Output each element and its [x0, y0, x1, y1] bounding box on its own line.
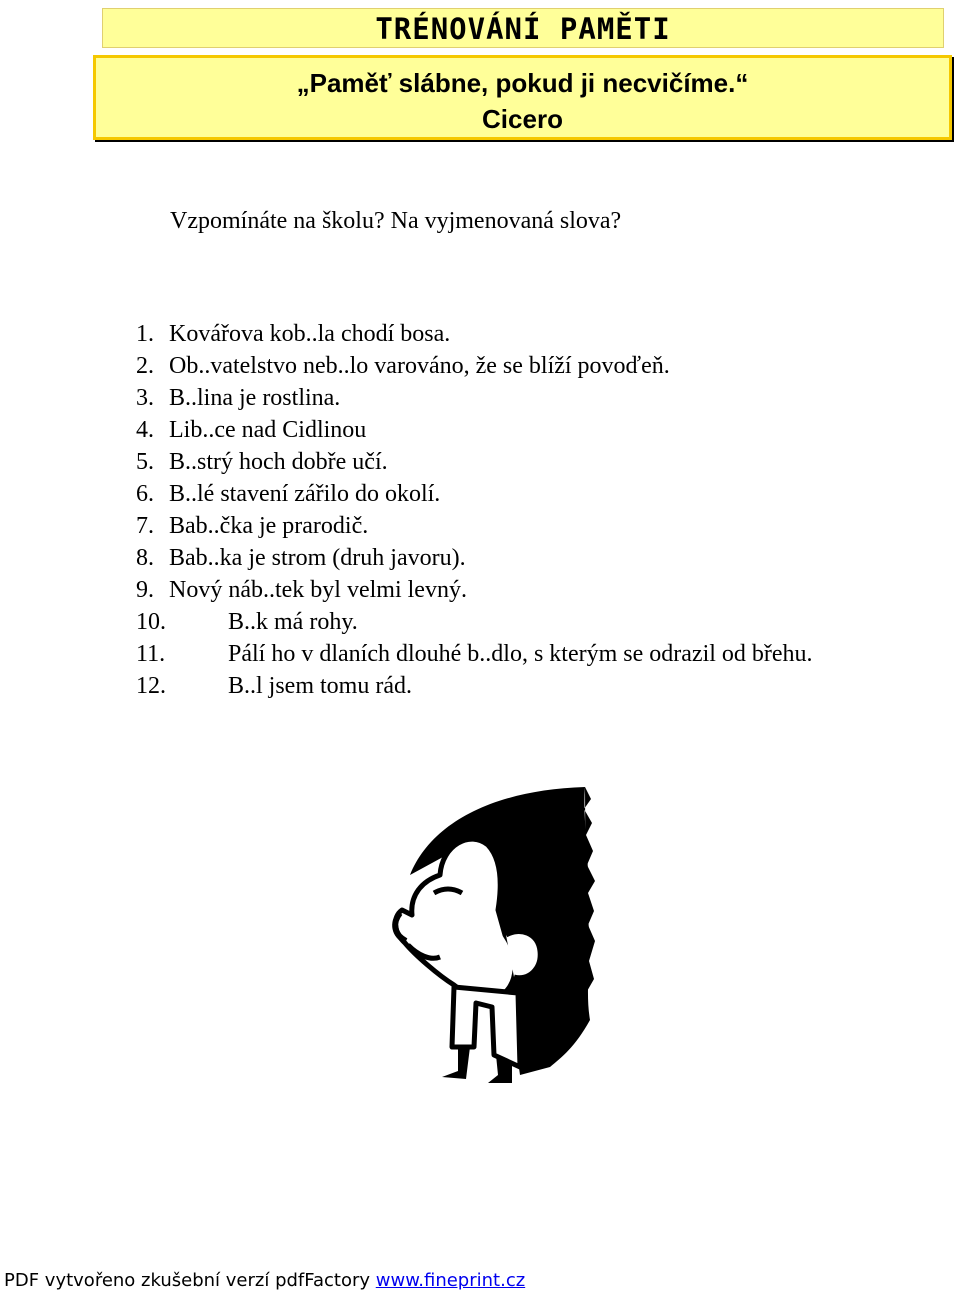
item-number: 5.: [136, 449, 154, 475]
quote-text: „Paměť slábne, pokud ji necvičíme.“: [296, 68, 749, 98]
item-text: Pálí ho v dlaních dlouhé b..dlo, s kterým se odrazil od břehu.: [228, 641, 813, 667]
item-number: 2.: [136, 353, 154, 379]
item-text: Nový náb..tek byl velmi levný.: [169, 577, 467, 603]
list-item: [136, 350, 813, 382]
item-number: 9.: [136, 577, 154, 603]
list-item: [136, 510, 813, 542]
item-text: B..k má rohy.: [228, 609, 358, 635]
item-text: Ob..vatelstvo neb..lo varováno, že se blíží povoďeň.: [169, 353, 670, 379]
list-item: [136, 574, 813, 606]
item-text: B..lina je rostlina.: [169, 385, 341, 411]
list-item: [136, 638, 813, 670]
left-leg: [442, 1047, 470, 1079]
intro-question: Vzpomínáte na školu? Na vyjmenovaná slova?: [170, 208, 622, 234]
item-number: 4.: [136, 417, 154, 443]
pdf-footer: [4, 1270, 525, 1292]
item-text: Bab..ka je strom (druh javoru).: [169, 545, 466, 571]
list-item: [136, 542, 813, 574]
item-number: 11.: [136, 641, 166, 667]
head: [396, 839, 516, 999]
exercise-list: [136, 318, 813, 702]
thinking-man-illustration: [370, 785, 600, 1090]
item-number: 3.: [136, 385, 154, 411]
list-item: [136, 670, 813, 702]
item-text: B..strý hoch dobře učí.: [169, 449, 388, 475]
list-item: [136, 606, 813, 638]
item-number: 12.: [136, 673, 166, 699]
footer-text: PDF vytvořeno zkušební verzí pdfFactory: [4, 1270, 371, 1291]
item-number: 10.: [136, 609, 166, 635]
item-number: 8.: [136, 545, 154, 571]
list-item: [136, 446, 813, 478]
page-title: TRÉNOVÁNÍ PAMĚTI: [102, 8, 944, 48]
list-item: [136, 478, 813, 510]
item-number: 1.: [136, 321, 154, 347]
item-text: Bab..čka je prarodič.: [169, 513, 369, 539]
quote-author: Cicero: [482, 104, 563, 134]
footer-link[interactable]: www.fineprint.cz: [375, 1270, 526, 1291]
item-number: 7.: [136, 513, 154, 539]
list-item: [136, 318, 813, 350]
list-item: [136, 382, 813, 414]
item-text: B..l jsem tomu rád.: [228, 673, 412, 699]
list-item: [136, 414, 813, 446]
item-text: Kovářova kob..la chodí bosa.: [169, 321, 451, 347]
quote-box: [93, 55, 952, 140]
item-text: Lib..ce nad Cidlinou: [169, 417, 367, 443]
item-number: 6.: [136, 481, 154, 507]
item-text: B..lé stavení zářilo do okolí.: [169, 481, 441, 507]
